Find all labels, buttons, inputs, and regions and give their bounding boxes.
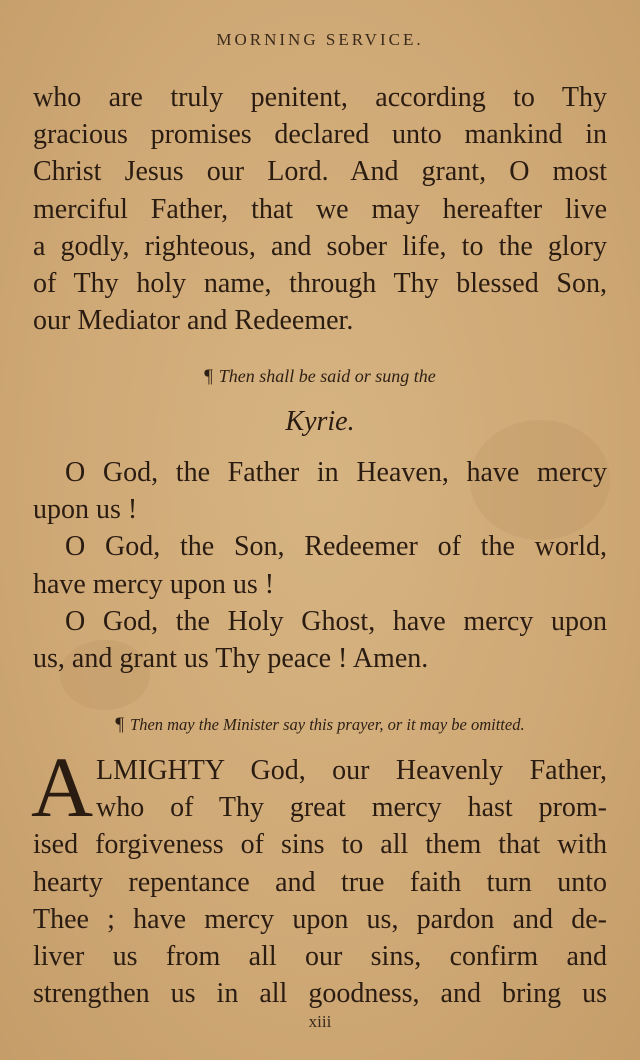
pilcrow-icon: ¶ (115, 714, 125, 735)
text-line: of Thy holy name, through Thy blessed Son, (33, 268, 607, 300)
verse-first-line: O God, the Father in Heaven, have mercy (65, 457, 607, 488)
rubric-kyrie (0, 366, 640, 388)
text-line: Thee ; have mercy upon us, pardon and de- (33, 903, 607, 935)
kyrie-verse (33, 528, 607, 602)
verse-continuation: have mercy upon us ! (33, 568, 275, 600)
verse-continuation: us, and grant us Thy peace ! Amen. (33, 643, 429, 675)
drop-cap: A (31, 739, 94, 835)
pilcrow-icon: ¶ (204, 366, 213, 387)
page-number: xiii (308, 1012, 332, 1031)
section-heading-kyrie: Kyrie. (285, 406, 355, 437)
text-line: who are truly penitent, according to Thy (33, 82, 607, 113)
verse-first-line: O God, the Son, Redeemer of the world, (65, 531, 607, 563)
prayer-opening-lines (96, 752, 607, 826)
rubric-text: Then shall be said or sung the (218, 366, 436, 386)
text-line: our Mediator and Redeemer. (33, 305, 354, 337)
opening-paragraph (33, 79, 607, 339)
text-line: Christ Jesus our Lord. And grant, O most (33, 156, 607, 188)
kyrie-verse (33, 603, 607, 677)
text-line: LMIGHTY God, our Heavenly Father, (96, 755, 607, 786)
text-line: who of Thy great mercy hast prom- (96, 792, 607, 824)
text-line: strengthen us in all goodness, and bring us (33, 978, 607, 1010)
text-line: merciful Father, that we may hereafter live (33, 193, 607, 225)
prayer-body (33, 826, 607, 1012)
rubric-text: Then may the Minister say this prayer, or it may be omitted. (130, 715, 525, 734)
rubric-prayer (0, 714, 640, 736)
verse-first-line: O God, the Holy Ghost, have mercy upon (65, 605, 607, 637)
verse-continuation: upon us ! (33, 494, 138, 526)
text-line: liver us from all our sins, confirm and (33, 941, 607, 972)
running-head: MORNING SERVICE. (216, 30, 424, 49)
text-line: hearty repentance and true faith turn unto (33, 866, 607, 898)
text-line: ised forgiveness of sins to all them that with (33, 829, 607, 861)
text-line: a godly, righteous, and sober life, to the glory (33, 230, 607, 262)
kyrie-verse (33, 454, 607, 528)
text-line: gracious promises declared unto mankind in (33, 119, 607, 151)
kyrie-verses (33, 454, 607, 677)
